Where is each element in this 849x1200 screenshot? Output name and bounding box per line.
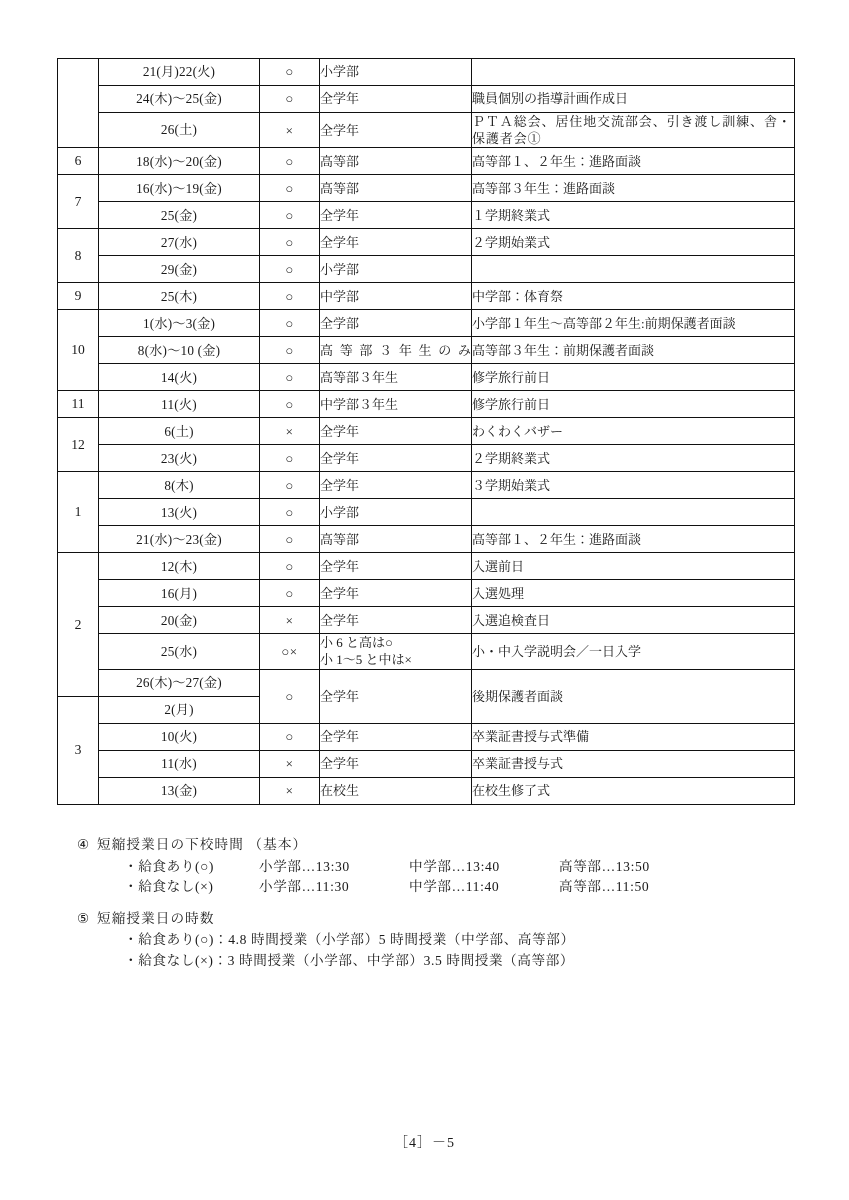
target-cell: 在校生 [320, 777, 472, 804]
target-cell: 全学年 [320, 113, 472, 148]
table-row [58, 310, 795, 337]
footnote-value-junior: 中学部…11:40 [409, 879, 500, 895]
date-cell: 26(木)〜27(金) [99, 669, 260, 696]
lunch-mark-cell: ○ [260, 175, 320, 202]
footnote-value-elementary: 小学部…11:30 [259, 879, 350, 895]
event-note-cell: 高等部１、２年生：進路面談 [472, 526, 795, 553]
table-row [58, 526, 795, 553]
lunch-mark-cell: ○ [260, 526, 320, 553]
date-cell: 13(金) [99, 777, 260, 804]
date-cell: 6(土) [99, 418, 260, 445]
target-cell: 全学年 [320, 445, 472, 472]
lunch-mark-cell: × [260, 750, 320, 777]
lunch-mark-cell: ○ [260, 669, 320, 723]
target-cell: 小学部 [320, 256, 472, 283]
event-note-cell: 高等部１、２年生：進路面談 [472, 148, 795, 175]
event-note-cell: 入選処理 [472, 580, 795, 607]
target-cell: 高等部３年生のみ [320, 337, 472, 364]
event-note-cell: 後期保護者面談 [472, 669, 795, 723]
lunch-mark-cell: × [260, 418, 320, 445]
event-note-cell [472, 59, 795, 86]
event-note-cell: 在校生修了式 [472, 777, 795, 804]
table-row [58, 59, 795, 86]
date-cell: 25(水) [99, 634, 260, 669]
date-cell: 26(土) [99, 113, 260, 148]
target-cell: 高等部３年生 [320, 364, 472, 391]
event-note-cell: ２学期始業式 [472, 229, 795, 256]
footnote-value-high: 高等部…13:50 [559, 858, 650, 874]
lunch-mark-cell: ○ [260, 553, 320, 580]
event-note-cell: 修学旅行前日 [472, 364, 795, 391]
date-cell: 11(水) [99, 750, 260, 777]
event-note-cell: １学期終業式 [472, 202, 795, 229]
date-cell: 1(水)〜3(金) [99, 310, 260, 337]
table-row [58, 553, 795, 580]
target-cell: 全学年 [320, 750, 472, 777]
annual-schedule-table [57, 58, 795, 805]
lunch-mark-cell: ○ [260, 310, 320, 337]
table-row [58, 283, 795, 310]
event-note-cell [472, 256, 795, 283]
event-note-cell: 入選追検査日 [472, 607, 795, 634]
lunch-mark-cell: ○ [260, 86, 320, 113]
table-row [58, 445, 795, 472]
table-row [58, 175, 795, 202]
date-cell: 23(火) [99, 445, 260, 472]
lunch-mark-cell: × [260, 113, 320, 148]
target-cell: 全学年 [320, 472, 472, 499]
date-cell: 21(水)〜23(金) [99, 526, 260, 553]
target-cell: 全学年 [320, 418, 472, 445]
table-row [58, 113, 795, 148]
event-note-cell: ２学期終業式 [472, 445, 795, 472]
target-cell: 全学年 [320, 723, 472, 750]
table-row [58, 777, 795, 804]
table-row [58, 202, 795, 229]
month-cell: 8 [58, 229, 99, 283]
table-row [58, 472, 795, 499]
target-cell: 高等部 [320, 526, 472, 553]
event-note-cell: ３学期始業式 [472, 472, 795, 499]
date-cell: 13(火) [99, 499, 260, 526]
date-cell: 12(木) [99, 553, 260, 580]
event-note-cell: 小・中入学説明会／一日入学 [472, 634, 795, 669]
date-cell: 25(金) [99, 202, 260, 229]
date-cell: 8(水)〜10 (金) [99, 337, 260, 364]
month-cell: 2 [58, 553, 99, 696]
table-row [58, 750, 795, 777]
date-cell: 14(火) [99, 364, 260, 391]
date-cell: 27(水) [99, 229, 260, 256]
target-cell: 高等部 [320, 175, 472, 202]
event-note-cell: 高等部３年生：前期保護者面談 [472, 337, 795, 364]
footnote-title: 短縮授業日の下校時間 （基本） [97, 837, 308, 852]
table-row [58, 256, 795, 283]
lunch-mark-cell: ○ [260, 445, 320, 472]
lunch-mark-cell: ○ [260, 283, 320, 310]
lunch-mark-cell: ○ [260, 148, 320, 175]
footnote-line [57, 860, 797, 874]
table-row [58, 580, 795, 607]
table-row [58, 148, 795, 175]
lunch-mark-cell: ○ [260, 59, 320, 86]
target-cell: 小学部 [320, 59, 472, 86]
date-cell: 20(金) [99, 607, 260, 634]
footnote-line [57, 880, 797, 894]
footnote-title: 短縮授業日の時数 [97, 910, 215, 926]
date-cell: 24(木)〜25(金) [99, 86, 260, 113]
table-row [58, 229, 795, 256]
event-note-cell: 卒業証書授与式準備 [472, 723, 795, 750]
lunch-mark-cell: ○ [260, 499, 320, 526]
event-note-cell [472, 113, 795, 148]
event-note-cell: 小学部１年生〜高等部２年生:前期保護者面談 [472, 310, 795, 337]
event-note-cell: わくわくバザー [472, 418, 795, 445]
lunch-mark-cell: ○ [260, 723, 320, 750]
target-cell: 全学年 [320, 202, 472, 229]
annual-schedule-table-wrapper [57, 58, 794, 805]
date-cell: 16(月) [99, 580, 260, 607]
lunch-mark-cell: ○ [260, 580, 320, 607]
event-note-cell: 高等部３年生：進路面談 [472, 175, 795, 202]
footnote-label: ・給食あり(○) [124, 858, 215, 874]
table-row [58, 364, 795, 391]
table-row [58, 723, 795, 750]
date-cell: 29(金) [99, 256, 260, 283]
event-note-cell: 中学部：体育祭 [472, 283, 795, 310]
footnote-number: ④ [77, 837, 90, 852]
month-cell: 7 [58, 175, 99, 229]
month-cell: 9 [58, 283, 99, 310]
month-cell: 12 [58, 418, 99, 472]
footnote-value-elementary: 小学部…13:30 [259, 858, 350, 874]
footnote-heading [57, 912, 797, 926]
footnote-block-4 [57, 838, 797, 894]
month-cell [58, 59, 99, 148]
event-note-text: ＰＴＡ総会、居住地交流部会、引き渡し訓練、舎・保護者会① [472, 114, 792, 147]
event-note-cell: 入選前日 [472, 553, 795, 580]
lunch-mark-cell: ○ [260, 337, 320, 364]
target-cell: 全学部 [320, 310, 472, 337]
table-row [58, 391, 795, 418]
footnote-line: ・給食あり(○)：4.8 時間授業（小学部）5 時間授業（中学部、高等部） [124, 932, 575, 948]
month-cell: 3 [58, 696, 99, 804]
date-cell: 18(水)〜20(金) [99, 148, 260, 175]
event-note-cell: 修学旅行前日 [472, 391, 795, 418]
lunch-mark-cell: × [260, 777, 320, 804]
footnote-value-junior: 中学部…13:40 [409, 858, 500, 874]
footnote-line: ・給食なし(×)：3 時間授業（小学部、中学部）3.5 時間授業（高等部） [124, 952, 575, 968]
lunch-mark-cell: ○ [260, 472, 320, 499]
lunch-mark-cell: ○× [260, 634, 320, 669]
date-cell: 16(水)〜19(金) [99, 175, 260, 202]
lunch-mark-cell: ○ [260, 391, 320, 418]
target-cell: 高等部 [320, 148, 472, 175]
event-note-cell: 職員個別の指導計画作成日 [472, 86, 795, 113]
lunch-mark-cell: ○ [260, 256, 320, 283]
month-cell: 10 [58, 310, 99, 391]
date-cell: 8(木) [99, 472, 260, 499]
event-note-cell: 卒業証書授与式 [472, 750, 795, 777]
date-cell: 10(火) [99, 723, 260, 750]
footnote-value-high: 高等部…11:50 [559, 879, 650, 895]
lunch-mark-cell: ○ [260, 229, 320, 256]
month-cell: 1 [58, 472, 99, 553]
target-cell: 全学年 [320, 553, 472, 580]
target-cell: 全学年 [320, 669, 472, 723]
footnote-block-5 [57, 912, 797, 968]
lunch-mark-cell: × [260, 607, 320, 634]
table-row [58, 86, 795, 113]
target-cell: 中学部 [320, 283, 472, 310]
date-cell: 11(火) [99, 391, 260, 418]
lunch-mark-cell: ○ [260, 202, 320, 229]
event-note-cell [472, 499, 795, 526]
table-row [58, 607, 795, 634]
footnote-label: ・給食なし(×) [124, 879, 214, 895]
month-cell: 11 [58, 391, 99, 418]
target-cell: 全学年 [320, 86, 472, 113]
date-cell: 2(月) [99, 696, 260, 723]
table-row [58, 499, 795, 526]
footnote-heading [57, 838, 797, 852]
date-cell: 21(月)22(火) [99, 59, 260, 86]
target-cell: 中学部３年生 [320, 391, 472, 418]
table-row [58, 418, 795, 445]
target-cell: 全学年 [320, 229, 472, 256]
target-line-2: 小 1〜5 と中は× [320, 652, 412, 668]
month-cell: 6 [58, 148, 99, 175]
date-cell: 25(木) [99, 283, 260, 310]
table-row [58, 337, 795, 364]
target-cell: 全学年 [320, 607, 472, 634]
target-cell [320, 634, 472, 669]
target-cell: 小学部 [320, 499, 472, 526]
table-row [58, 634, 795, 669]
target-cell: 全学年 [320, 580, 472, 607]
target-line-1: 小 6 と高は○ [320, 635, 393, 651]
footnotes-section [57, 838, 797, 986]
lunch-mark-cell: ○ [260, 364, 320, 391]
page-footer: ［4］－5 [394, 1136, 455, 1151]
footnote-number: ⑤ [77, 910, 90, 926]
table-row [58, 669, 795, 696]
